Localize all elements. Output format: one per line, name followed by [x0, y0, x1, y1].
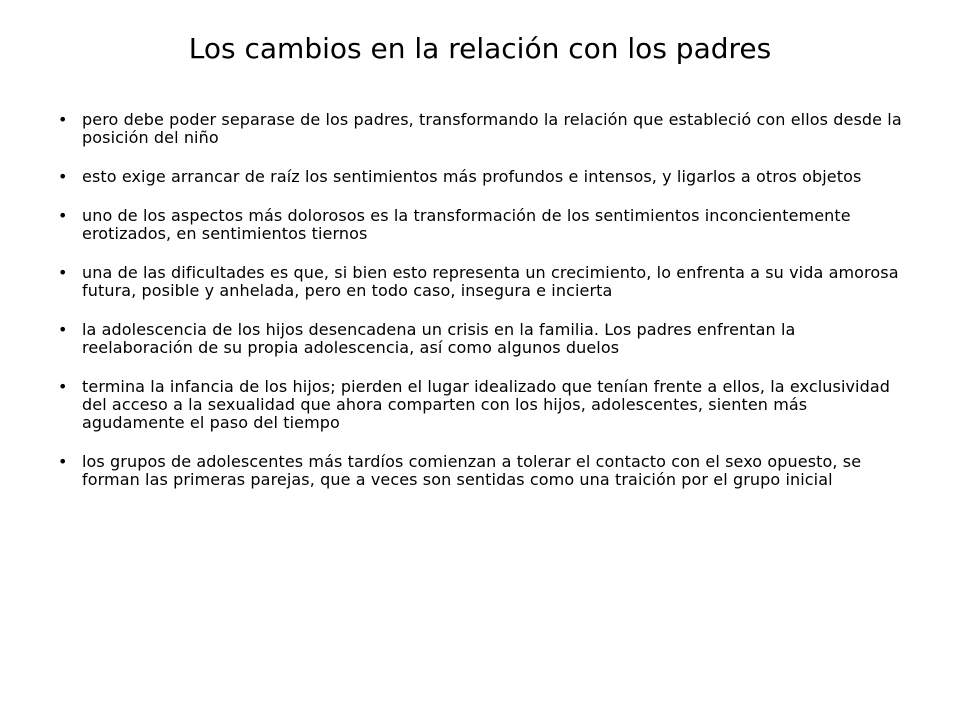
bullet-item — [58, 207, 906, 243]
bullet-marker: • — [58, 320, 68, 339]
bullet-text: termina la infancia de los hijos; pierden el lugar idealizado que tenían frente a ellos, la exclusividad del acceso a la sexualidad que ahora comparten con los hijos, adolescentes, sienten más agudamente el paso del tiempo — [82, 377, 891, 432]
bullet-marker: • — [58, 167, 68, 186]
bullet-marker: • — [58, 110, 68, 129]
bullet-marker: • — [58, 263, 68, 282]
bullet-text: una de las dificultades es que, si bien esto representa un crecimiento, lo enfrenta a su vida amorosa futura, posible y anhelada, pero en todo caso, insegura e incierta — [82, 263, 899, 300]
bullet-marker: • — [58, 452, 68, 471]
bullet-text: esto exige arrancar de raíz los sentimientos más profundos e intensos, y ligarlos a otros objetos — [82, 167, 862, 186]
bullet-item — [58, 321, 906, 357]
bullet-list — [58, 111, 906, 510]
slide-title: Los cambios en la relación con los padres — [188, 32, 772, 65]
bullet-text: pero debe poder separase de los padres, transformando la relación que estableció con ellos desde la posición del niño — [82, 110, 902, 147]
bullet-item — [58, 111, 906, 147]
bullet-text: uno de los aspectos más dolorosos es la transformación de los sentimientos inconcientemente erotizados, en sentimientos tiernos — [82, 206, 851, 243]
bullet-text: la adolescencia de los hijos desencadena un crisis en la familia. Los padres enfrentan la reelaboración de su propia adolescencia, así como algunos duelos — [82, 320, 796, 357]
bullet-item — [58, 264, 906, 300]
bullet-item — [58, 453, 906, 489]
bullet-text: los grupos de adolescentes más tardíos comienzan a tolerar el contacto con el sexo opuesto, se forman las primeras parejas, que a veces son sentidas como una traición por el grupo inicial — [82, 452, 862, 489]
bullet-item — [58, 378, 906, 432]
bullet-item — [58, 168, 906, 186]
bullet-marker: • — [58, 206, 68, 225]
bullet-marker: • — [58, 377, 68, 396]
